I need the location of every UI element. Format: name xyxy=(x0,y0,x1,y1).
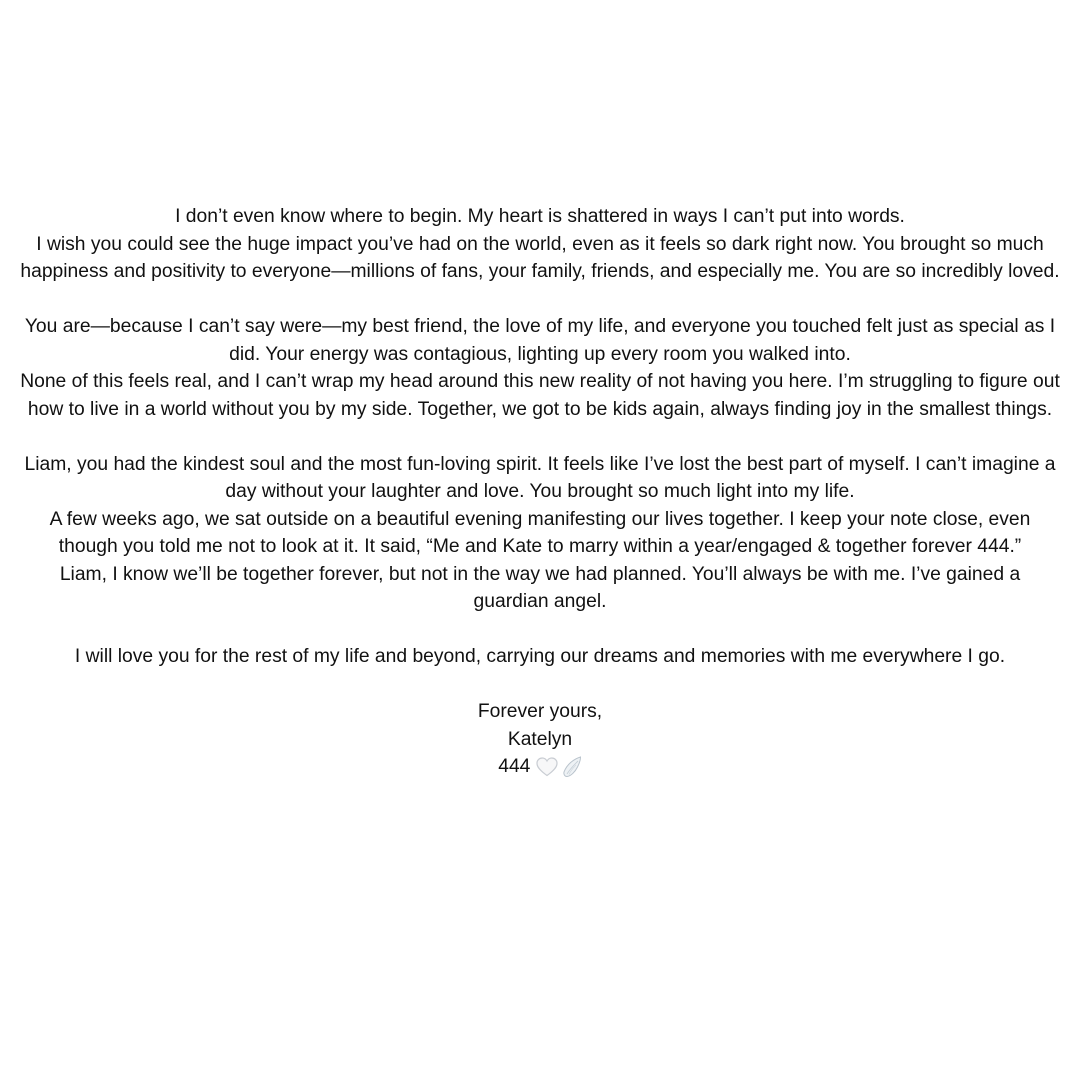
closing-line: Forever yours, xyxy=(477,701,603,722)
signature-number: 444 xyxy=(498,756,531,777)
letter-paragraph-impact: I wish you could see the huge impact you’ve had on the world, even as it feels so dark right now. You brought so much happiness and positivity to everyone—millions of fans, your family, friends, and especially me. You are so incredibly loved. xyxy=(20,233,1060,282)
paragraph-spacer xyxy=(20,616,1060,644)
wing-icon xyxy=(562,756,582,778)
paragraph-spacer xyxy=(20,286,1060,314)
letter-paragraph-not-real: None of this feels real, and I can’t wrap my head around this new reality of not having you here. I’m struggling to figure out how to live in a world without you by my side. Together, we got to be kids again, always finding joy in the smallest things. xyxy=(20,371,1060,420)
letter-body xyxy=(20,203,1060,781)
white-heart-icon xyxy=(536,757,558,777)
paragraph-spacer xyxy=(20,423,1060,451)
letter-paragraph-love-forever: I will love you for the rest of my life and beyond, carrying our dreams and memories with me everywhere I go. xyxy=(74,646,1006,667)
letter-paragraph-few-weeks-ago: A few weeks ago, we sat outside on a beautiful evening manifesting our lives together. I keep your note close, even though you told me not to look at it. It said, “Me and Kate to marry within a year/engaged & together forever 444.” xyxy=(49,508,1031,557)
letter-paragraph-guardian-angel: Liam, I know we’ll be together forever, but not in the way we had planned. You’ll always be with me. I’ve gained a guardian angel. xyxy=(59,563,1021,612)
paragraph-spacer xyxy=(20,671,1060,699)
signature-name: Katelyn xyxy=(507,728,573,750)
signature-number-line xyxy=(20,753,1060,781)
emoji-group xyxy=(536,756,582,778)
letter-paragraph-opening: I don’t even know where to begin. My heart is shattered in ways I can’t put into words. xyxy=(175,206,905,227)
letter-paragraph-kindest-soul: Liam, you had the kindest soul and the most fun-loving spirit. It feels like I’ve lost the best part of myself. I can’t imagine a day without your laughter and love. You brought so much light into my life. xyxy=(24,453,1056,502)
letter-paragraph-best-friend: You are—because I can’t say were—my best friend, the love of my life, and everyone you touched felt just as special as I did. Your energy was contagious, lighting up every room you walked into. xyxy=(24,316,1056,365)
